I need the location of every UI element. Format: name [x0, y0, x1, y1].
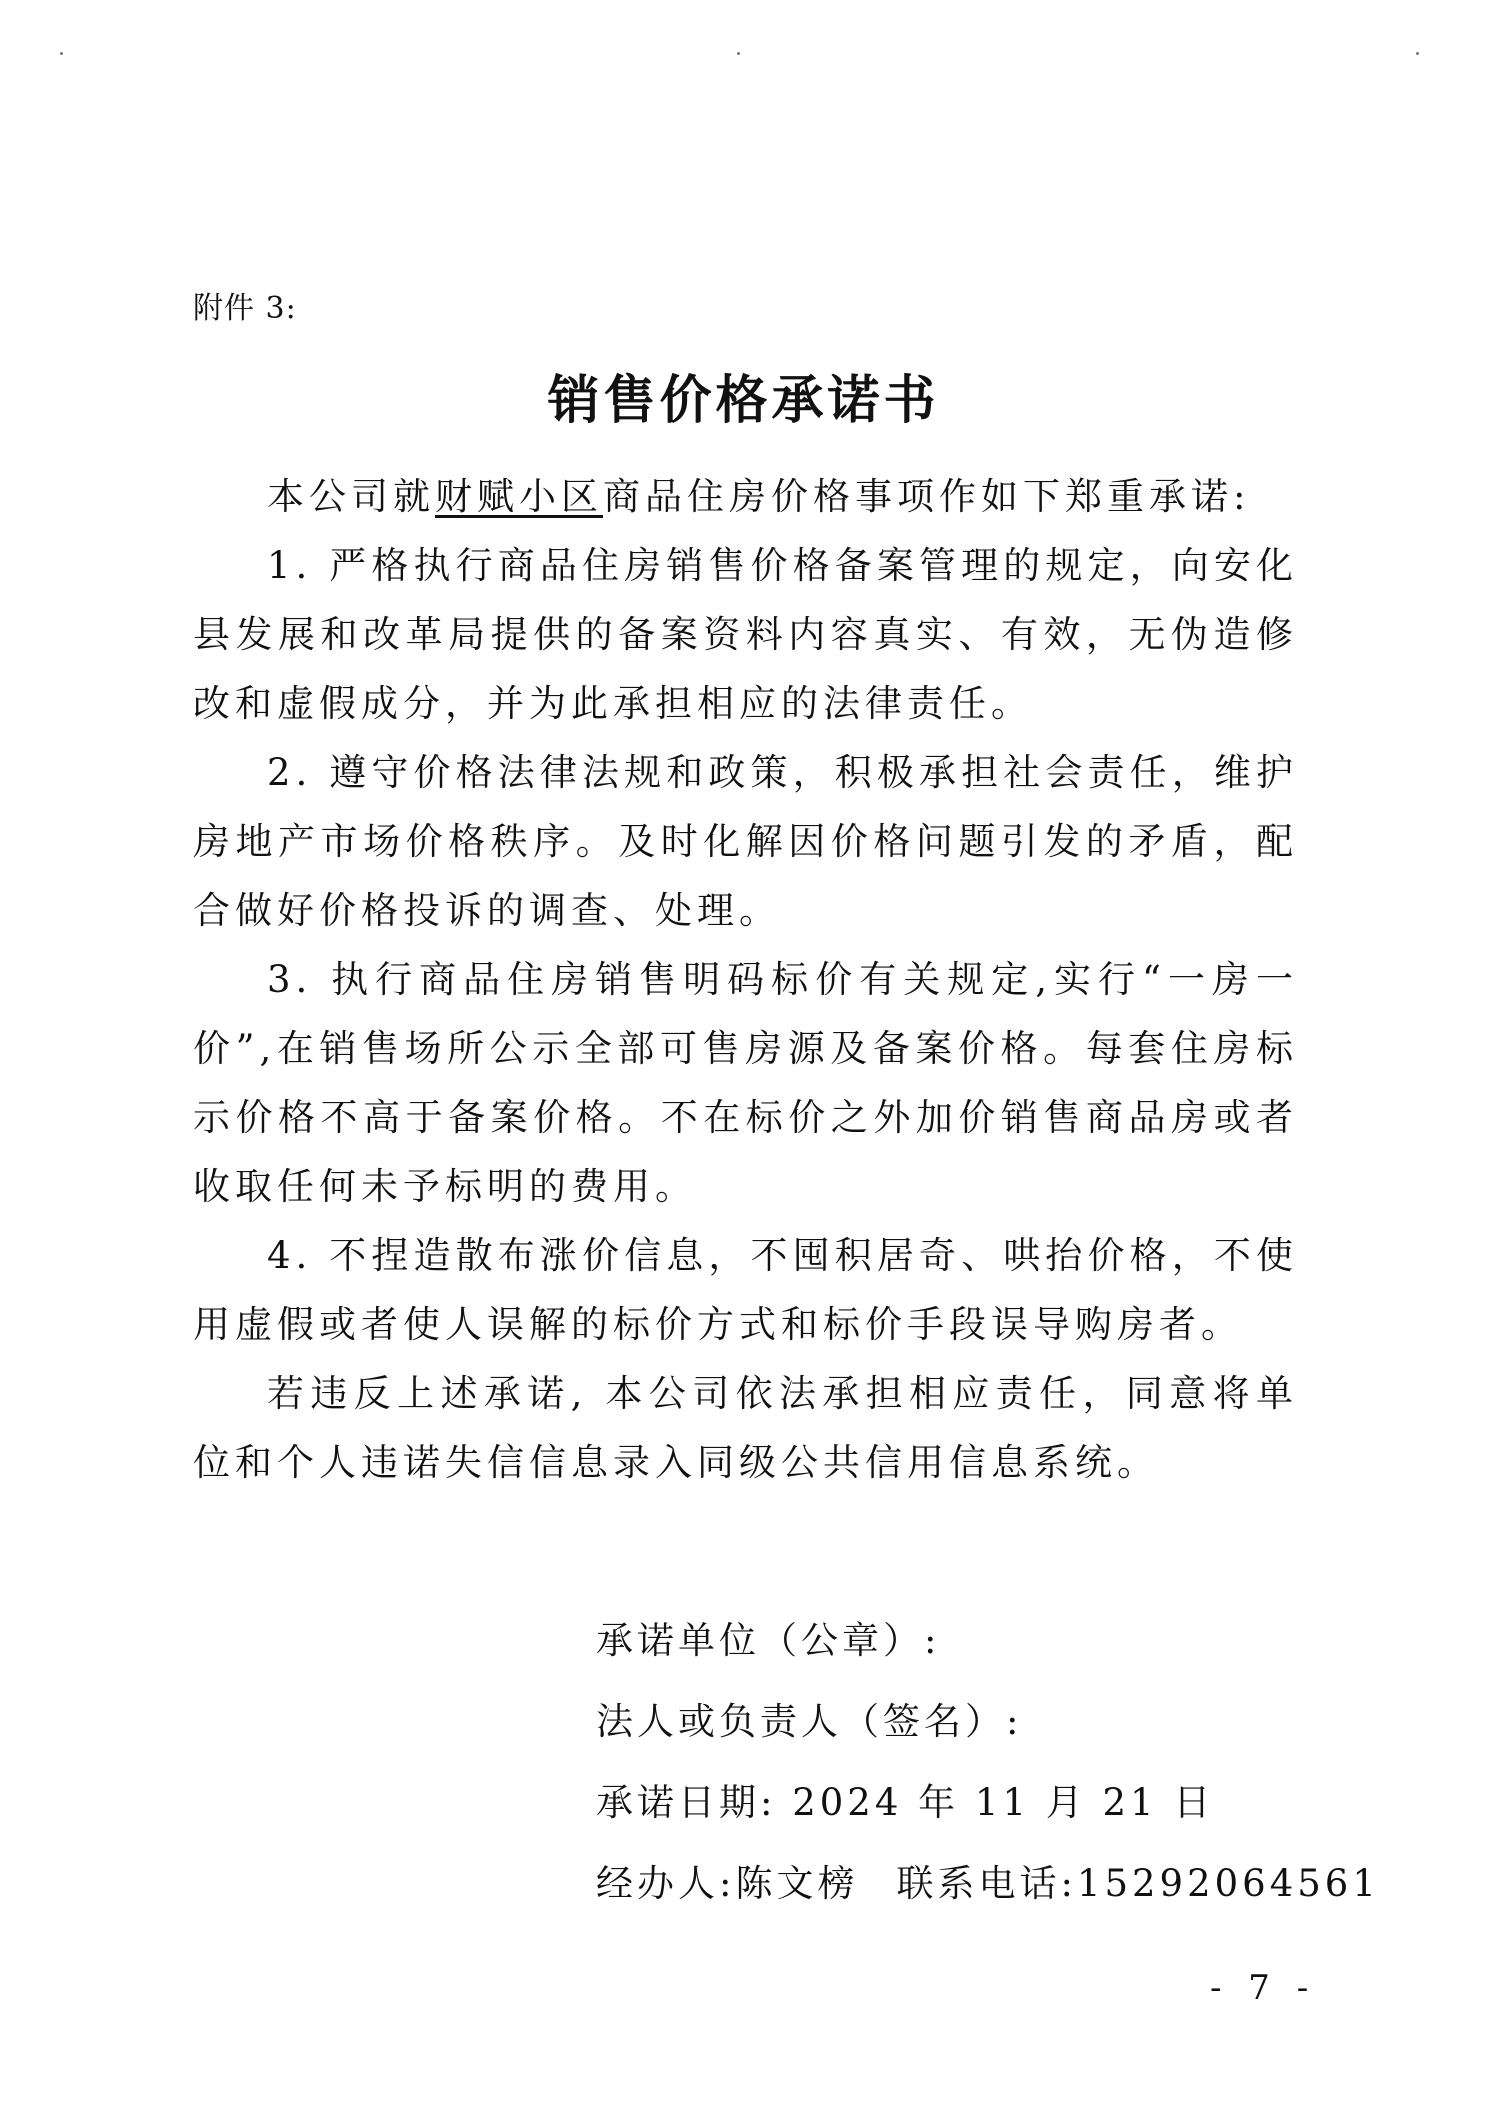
page-number: - 7 - — [1210, 1968, 1317, 2008]
commitment-item-2: 2. 遵守价格法律法规和政策，积极承担社会责任，维护房地产市场价格秩序。及时化解因价格问题引发的矛盾，配合做好价格投诉的调查、处理。 — [193, 751, 1298, 932]
phone-number: 15292064561 — [1076, 1862, 1380, 1905]
intro-suffix: 商品住房价格事项作如下郑重承诺: — [603, 475, 1251, 518]
handler-line — [596, 1843, 1380, 1924]
commitment-item-1: 1. 严格执行商品住房销售价格备案管理的规定，向安化县发展和改革局提供的备案资料内容真实、有效，无伪造修改和虚假成分，并为此承担相应的法律责任。 — [193, 544, 1298, 725]
commitment-item-4: 4. 不捏造散布涨价信息，不囤积居奇、哄抬价格，不使用虚假或者使人误解的标价方式和标价手段误导购房者。 — [193, 1234, 1298, 1346]
scan-speck — [60, 52, 63, 55]
intro-paragraph — [193, 462, 1298, 531]
unit-seal-label: 承诺单位（公章）: — [596, 1619, 941, 1662]
signature-block — [596, 1600, 1380, 1924]
phone-label: 联系电话: — [896, 1862, 1077, 1905]
commitment-date: 承诺日期: 2024 年 11 月 21 日 — [596, 1781, 1215, 1824]
document-title: 销售价格承诺书 — [547, 370, 940, 431]
project-name: 财赋小区 — [435, 475, 603, 518]
intro-prefix: 本公司就 — [267, 475, 435, 518]
attachment-label: 附件 3: — [193, 291, 297, 326]
scan-speck — [737, 52, 740, 55]
handler-name: 陈文榜 — [735, 1862, 859, 1905]
handler-label: 经办人: — [596, 1862, 736, 1905]
closing-paragraph: 若违反上述承诺, 本公司依法承担相应责任，同意将单位和个人违诺失信信息录入同级公共信用信息系统。 — [193, 1372, 1298, 1484]
commitment-item-3: 3. 执行商品住房销售明码标价有关规定,实行“一房一价”,在销售场所公示全部可售房源及备案价格。每套住房标示价格不高于备案价格。不在标价之外加价销售商品房或者收取任何未予标明的费用。 — [193, 958, 1298, 1208]
document-body — [193, 462, 1298, 1497]
legal-person-label: 法人或负责人（签名）: — [596, 1700, 1023, 1743]
scan-speck — [1416, 52, 1419, 55]
